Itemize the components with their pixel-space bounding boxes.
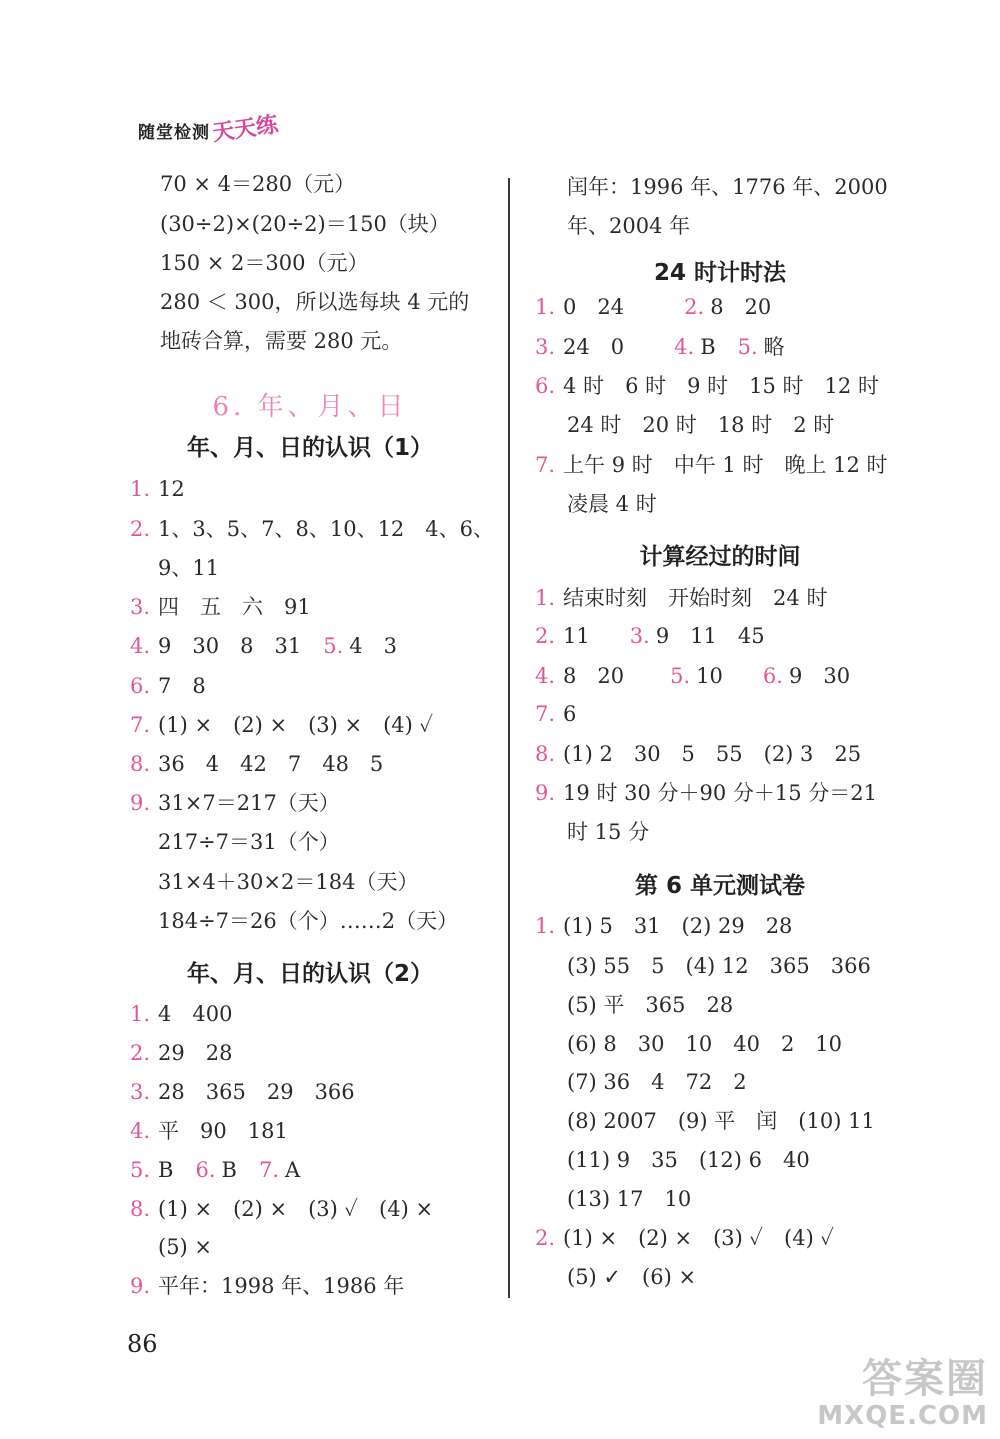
intro-line: 280 ＜ 300，所以选每块 4 元的: [160, 290, 470, 314]
answer-line: 6. 7 8: [130, 674, 206, 698]
answer-line: 8. (1) × (2) × (3) ✓ (4) ×: [130, 1197, 434, 1221]
answer-line: (5) ×: [158, 1235, 213, 1259]
answer-line: 4. 9 30 8 31 5. 4 3: [130, 634, 397, 658]
answer-line: 年、2004 年: [567, 214, 691, 238]
answer-line: 1. 4 400: [130, 1002, 233, 1026]
section-title: 24 时计时法: [653, 260, 786, 286]
answer-line: 8. (1) 2 30 5 55 (2) 3 25: [535, 742, 862, 766]
answer-line: (5) ✓ (6) ×: [567, 1265, 697, 1289]
answer-line: 2. 11 3. 9 11 45: [535, 624, 765, 648]
section-title: 年、月、日的认识（2）: [186, 961, 433, 987]
answer-line: (6) 8 30 10 40 2 10: [567, 1032, 843, 1056]
answer-line: 8. 36 4 42 7 48 5: [130, 752, 384, 776]
site-watermark: [817, 1357, 988, 1431]
answer-line: 闰年：1996 年、1776 年、2000: [567, 175, 888, 199]
answer-line: 184÷7＝26（个）……2（天）: [158, 909, 459, 933]
chapter-title: 6. 年、月、日: [212, 392, 408, 422]
answer-line: 5. B 6. B 7. A: [130, 1158, 301, 1182]
answer-line: (7) 36 4 72 2: [567, 1070, 747, 1094]
answer-line: 凌晨 4 时: [567, 492, 657, 516]
answer-line: (8) 2007 (9) 平 闰 (10) 11: [567, 1109, 875, 1133]
answer-line: 3. 24 0 4. B 5. 略: [535, 335, 785, 359]
book-header: [138, 112, 280, 147]
intro-line: 150 × 2＝300（元）: [160, 251, 369, 275]
answer-line: 4. 平 90 181: [130, 1119, 288, 1143]
answer-line: 6. 4 时 6 时 9 时 15 时 12 时: [535, 374, 879, 398]
answer-line: (3) 55 5 (4) 12 365 366: [567, 954, 871, 978]
intro-line: (30÷2)×(20÷2)＝150（块）: [160, 212, 450, 236]
answer-line: 时 15 分: [567, 820, 650, 844]
page-number: 86: [127, 1330, 158, 1358]
answer-line: 9. 19 时 30 分＋90 分＋15 分＝21: [535, 781, 878, 805]
watermark-logo: 答案圈: [862, 1356, 988, 1402]
answer-line: 2. 1、3、5、7、8、10、12 4、6、: [130, 517, 495, 541]
answer-line: 2. (1) × (2) × (3) ✓ (4) ✓: [535, 1226, 835, 1250]
answer-line: 9. 平年：1998 年、1986 年: [130, 1274, 405, 1298]
answer-line: (13) 17 10: [567, 1187, 692, 1211]
answer-line: 9、11: [158, 556, 220, 580]
answer-line: 7. 6: [535, 702, 577, 726]
answer-line: (5) 平 365 28: [567, 993, 734, 1017]
intro-line: 70 × 4＝280（元）: [160, 172, 356, 196]
answer-line: 217÷7＝31（个）: [158, 830, 340, 854]
answer-line: 9. 31×7＝217（天）: [130, 791, 340, 815]
column-divider: [508, 178, 510, 1298]
answer-line: 1. (1) 5 31 (2) 29 28: [535, 914, 793, 938]
answer-line: 3. 四 五 六 91: [130, 595, 311, 619]
answer-line: 7. 上午 9 时 中午 1 时 晚上 12 时: [535, 453, 888, 477]
section-title: 计算经过的时间: [639, 544, 801, 570]
series-logo: 天天练: [210, 112, 280, 147]
section-title: 第 6 单元测试卷: [634, 873, 806, 899]
section-title: 年、月、日的认识（1）: [186, 435, 433, 461]
answer-line: 3. 28 365 29 366: [130, 1080, 355, 1104]
answer-line: 31×4＋30×2＝184（天）: [158, 870, 419, 894]
series-name: 随堂检测: [138, 123, 210, 143]
answer-line: 1. 结束时刻 开始时刻 24 时: [535, 586, 828, 610]
answer-line: 7. (1) × (2) × (3) × (4) ✓: [130, 713, 434, 737]
answer-line: 2. 29 28: [130, 1041, 233, 1065]
answer-line: 24 时 20 时 18 时 2 时: [567, 413, 835, 437]
watermark-url: MXQE.COM: [817, 1401, 988, 1431]
answer-line: 1. 12: [130, 477, 185, 501]
answer-line: 4. 8 20 5. 10 6. 9 30: [535, 664, 851, 688]
answer-line: 1. 0 24 2. 8 20: [535, 295, 772, 319]
intro-line: 地砖合算，需要 280 元。: [160, 329, 403, 353]
answer-line: (11) 9 35 (12) 6 40: [567, 1148, 810, 1172]
